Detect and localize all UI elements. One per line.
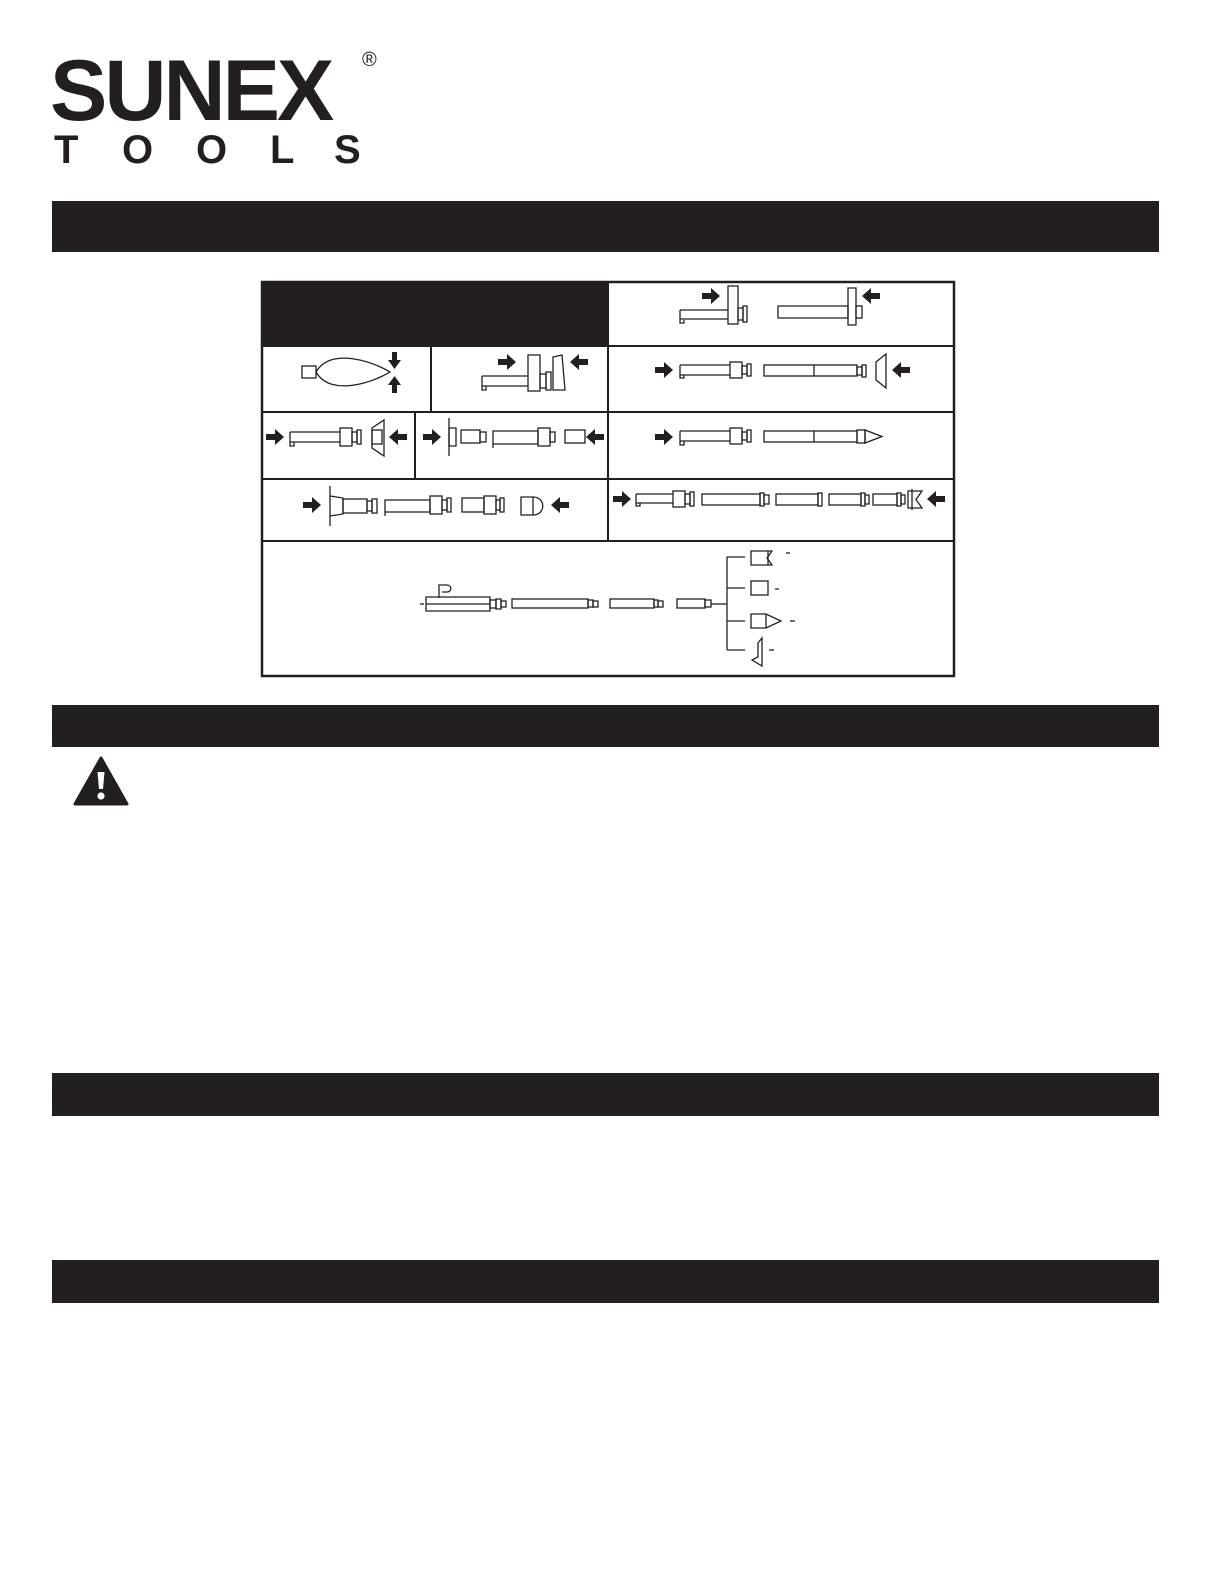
handle-slide-hammer-cell — [482, 355, 565, 391]
handle-multiple-extensions-fork-cell — [636, 489, 922, 510]
section-header-bar — [52, 1260, 1159, 1303]
handle-extension-cone-cell — [680, 354, 886, 388]
cup-extension-pieces-cell — [449, 418, 585, 456]
full-assembly-cell — [420, 551, 795, 666]
section-header-bar — [52, 705, 1159, 747]
section-header-bar — [52, 1073, 1159, 1116]
logo-letter: T — [54, 128, 79, 172]
handle-slide-hammer-cell-top — [680, 286, 862, 325]
section-header-bar — [52, 201, 1159, 252]
handle-extension-point-cell — [680, 428, 882, 445]
header-cell — [262, 282, 608, 346]
warning-triangle-icon — [73, 756, 129, 806]
sunex-tools-logo — [50, 43, 390, 173]
logo-letter: S — [334, 128, 361, 172]
logo-letter: O — [196, 128, 228, 172]
logo-letter: L — [270, 128, 295, 172]
registered-mark: ® — [362, 49, 377, 71]
cup-extensions-dome-cell — [330, 486, 543, 526]
tool-configuration-diagram — [260, 280, 957, 678]
handle-short-rod-cup-cell — [290, 420, 384, 456]
cone-adapter-cell — [302, 358, 390, 386]
logo-letter: O — [122, 128, 154, 172]
logo-brand: SUNEX — [50, 43, 332, 139]
